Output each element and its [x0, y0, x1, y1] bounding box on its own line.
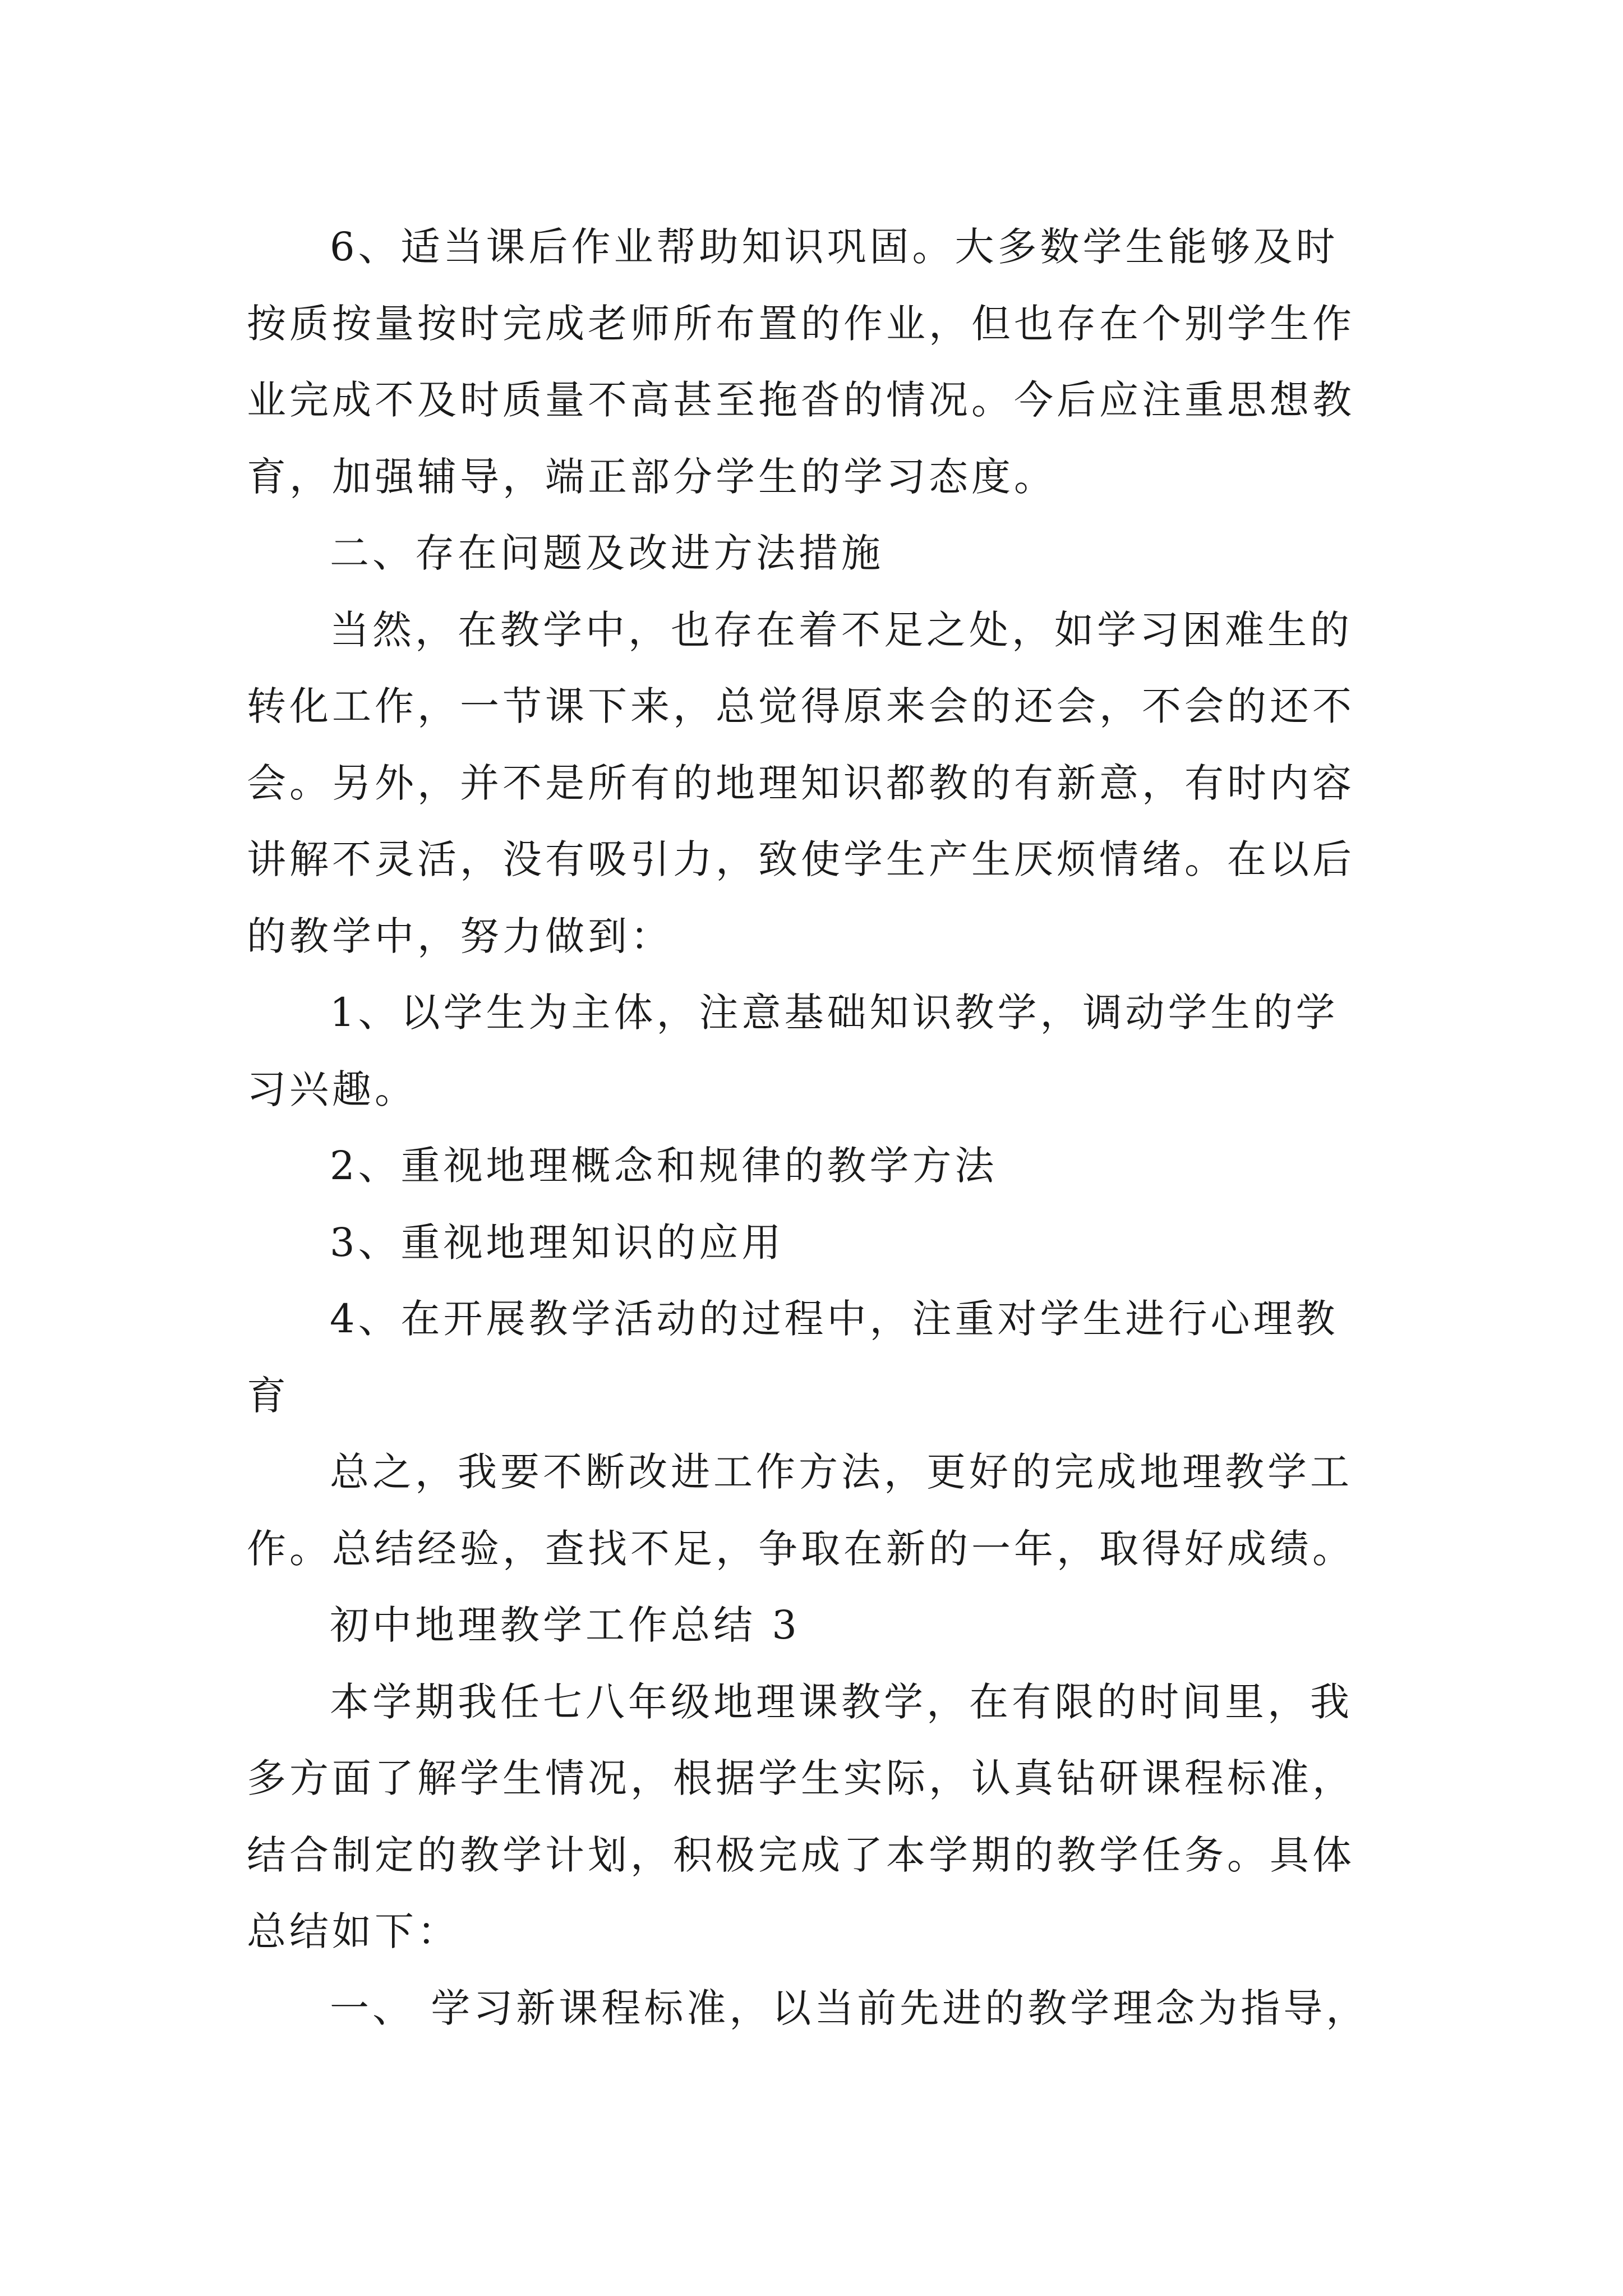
- text-line: 总之，我要不断改进工作方法，更好的完成地理教学工: [330, 1449, 1353, 1495]
- text-line: 按质按量按时完成老师所布置的作业，但也存在个别学生作: [247, 300, 1355, 347]
- text-line: 业完成不及时质量不高甚至拖沓的情况。今后应注重思想教: [247, 377, 1355, 423]
- text-line: 习兴趣。: [247, 1066, 417, 1112]
- document-body: [247, 209, 1380, 2046]
- section-heading: 一、 学习新课程标准，以当前先进的教学理念为指导，: [330, 1985, 1369, 2031]
- text-line: 结合制定的教学计划，积极完成了本学期的教学任务。具体: [247, 1832, 1355, 1878]
- list-item: 3、重视地理知识的应用: [330, 1219, 785, 1266]
- text-line: 育: [247, 1372, 289, 1419]
- text-line: 本学期我任七八年级地理课教学，在有限的时间里，我: [330, 1678, 1353, 1725]
- list-item: 4、在开展教学活动的过程中，注重对学生进行心理教: [330, 1296, 1339, 1342]
- text-line: 会。另外，并不是所有的地理知识都教的有新意，有时内容: [247, 760, 1355, 806]
- text-line: 6、适当课后作业帮助知识巩固。大多数学生能够及时: [330, 224, 1339, 270]
- section-heading: 二、存在问题及改进方法措施: [330, 530, 884, 576]
- text-line: 作。总结经验，查找不足，争取在新的一年，取得好成绩。: [247, 1525, 1355, 1572]
- text-line: 转化工作，一节课下来，总觉得原来会的还会，不会的还不: [247, 683, 1355, 729]
- text-line: 讲解不灵活，没有吸引力，致使学生产生厌烦情绪。在以后: [247, 836, 1355, 882]
- text-line: 当然，在教学中，也存在着不足之处，如学习困难生的: [330, 606, 1353, 653]
- text-line: 育，加强辅导，端正部分学生的学习态度。: [247, 453, 1057, 500]
- text-line: 多方面了解学生情况，根据学生实际，认真钻研课程标准，: [247, 1755, 1355, 1801]
- list-item: 1、以学生为主体，注意基础知识教学，调动学生的学: [330, 990, 1339, 1036]
- text-line: 总结如下：: [247, 1908, 460, 1954]
- section-title: 初中地理教学工作总结 3: [330, 1602, 800, 1648]
- text-line: 的教学中，努力做到：: [247, 913, 673, 959]
- list-item: 2、重视地理概念和规律的教学方法: [330, 1143, 998, 1189]
